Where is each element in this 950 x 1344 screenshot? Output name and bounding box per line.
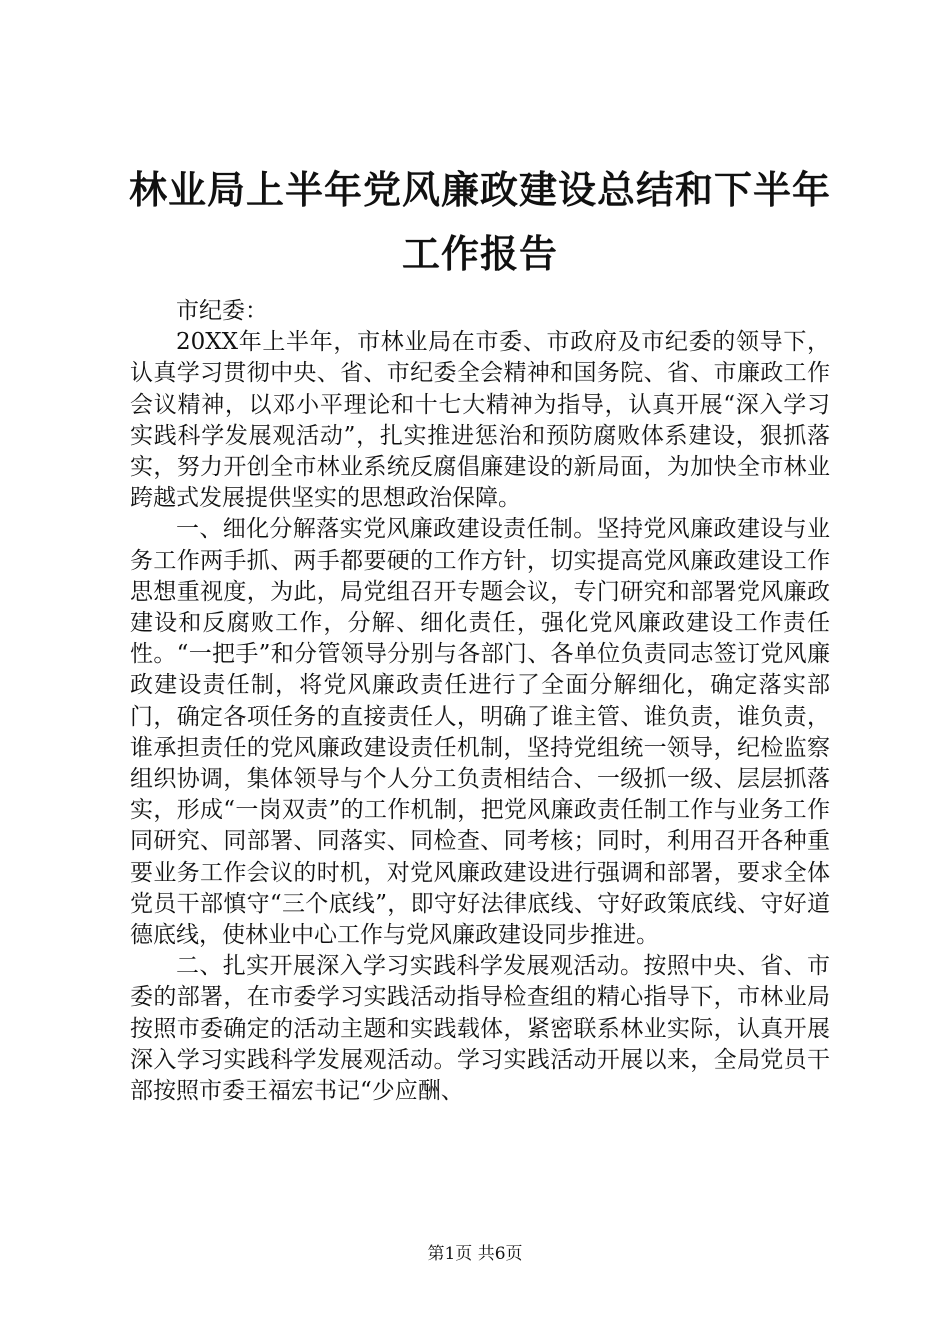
paragraph-section-2: 二、扎实开展深入学习实践科学发展观活动。按照中央、省、市委的部署，在市委学习实践活动指导检查组的精心指导下，市林业局按照市委确定的活动主题和实践载体，紧密联系林业实际，认真开展深入学习实践科学发展观活动。学习实践活动开展以来，全局党员干部按照市委王福宏书记“少应酬、 xyxy=(130,953,830,1105)
paragraph-intro: 20XX年上半年，市林业局在市委、市政府及市纪委的领导下，认真学习贯彻中央、省、市纪委全会精神和国务院、省、市廉政工作会议精神，以邓小平理论和十七大精神为指导，认真开展“深入学习实践科学发展观活动”，扎实推进惩治和预防腐败体系建设，狠抓落实，努力开创全市林业系统反腐倡廉建设的新局面，为加快全市林业跨越式发展提供坚实的思想政治保障。 xyxy=(130,329,830,512)
salutation: 市纪委： xyxy=(176,298,268,324)
page-footer: 第1页 共6页 xyxy=(427,1244,523,1264)
document-title: 林业局上半年党风廉政建设总结和下半年工作报告 xyxy=(128,168,831,276)
paragraph-section-1: 一、细化分解落实党风廉政建设责任制。坚持党风廉政建设与业务工作两手抓、两手都要硬的工作方针，切实提高党风廉政建设工作思想重视度，为此，局党组召开专题会议，专门研究和部署党风廉政建设和反腐败工作，分解、细化责任，强化党风廉政建设工作责任性。“一把手”和分管领导分别与各部门、各单位负责同志签订党风廉政建设责任制，将党风廉政责任进行了全面分解细化，确定落实部门，确定各项任务的直接责任人，明确了谁主管、谁负责，谁负责，谁承担责任的党风廉政建设责任机制，坚持党组统一领导，纪检监察组织协调，集体领导与个人分工负责相结合、一级抓一级、层层抓落实，形成“一岗双责”的工作机制，把党风廉政责任制工作与业务工作同研究、同部署、同落实、同检查、同考核；同时，利用召开各种重要业务工作会议的时机，对党风廉政建设进行强调和部署，要求全体党员干部慎守“三个底线”，即守好法律底线、守好政策底线、守好道德底线，使林业中心工作与党风廉政建设同步推进。 xyxy=(130,516,830,949)
document-body xyxy=(130,296,830,1107)
